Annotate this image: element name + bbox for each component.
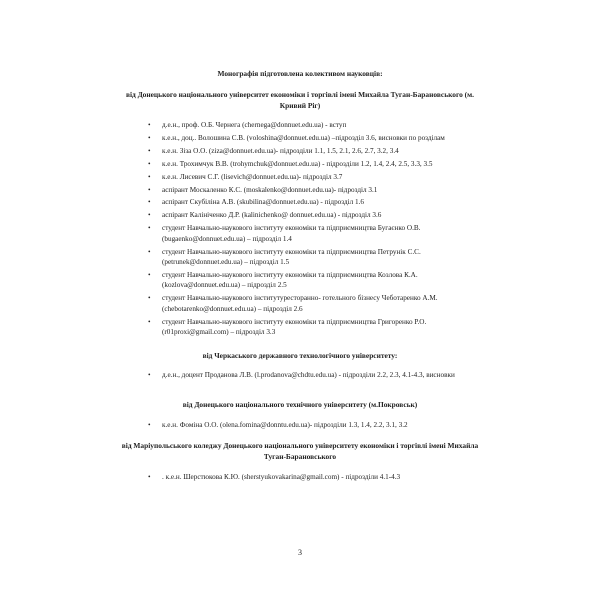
bullet-icon: •	[148, 371, 151, 379]
bullet-icon: •	[148, 473, 151, 481]
list-item: • студент Навчально-наукового інституту економіки та підприємництва Григоренко Р.О. (r01proxi@gmail.com) – підрозділ 3.3	[148, 317, 427, 336]
list-item: • аспірант Москаленко К.С. (moskalenko@donnuet.edu.ua)- підрозділ 3.1	[148, 185, 378, 194]
bullet-icon: •	[148, 317, 151, 326]
list-item: • к.е.н. Лисевич С.Г. (lisevich@donnuet.edu.ua)- підрозділ 3.7	[148, 172, 343, 181]
bullet-icon: •	[148, 294, 151, 303]
bullet-icon: •	[148, 185, 151, 194]
list-item: • к.е.н. Фоміна О.О. (olena.fomina@donntu.edu.ua)- підрозділи 1.3, 1.4, 2.2, 3.1, 3.2	[148, 421, 408, 429]
list-item: • д.е.н., доцент Проданова Л.В. (l.prodanova@chdtu.edu.ua) - підрозділи 2.2, 2.3, 4.1-4.3, висновки	[148, 371, 455, 379]
list-item: • аспірант Скубіліна А.В. (skubilina@donnuet.edu.ua) - підрозділ 1.6	[148, 198, 364, 207]
document-title: Монографія підготовлена колективом науковців:	[217, 69, 383, 78]
page-number: 3	[298, 548, 302, 557]
bullet-icon: •	[148, 211, 151, 220]
section-heading: від Донецького національного університет економіки і торгівлі імені Михайла Туган-Барановського (м. Кривий Ріг)	[125, 90, 475, 110]
list-item: • д.е.н., проф. О.Б. Чернега (chernega@donnuet.edu.ua) - вступ	[148, 121, 347, 129]
bullet-icon: •	[148, 159, 151, 168]
list-item: • студент Навчально-наукового інституту економіки та підприємництва Козлова К.А. (kozlova@donnuet.edu.ua) – підрозділ 2.5	[148, 270, 418, 290]
section-heading: від Донецького національного технічного університету (м.Покровськ)	[182, 400, 418, 409]
bullet-icon: •	[148, 121, 151, 129]
bullet-icon: •	[148, 224, 151, 233]
list-item: • студент Навчально-наукового інститутуресторанно- готельного бізнесу Чеботаренко А.М. (chebotarenko@donnuet.edu.ua) – підрозділ 2.6	[148, 294, 438, 313]
list-item: • к.е.н., доц.. Волошина С.В. (voloshina@donnuet.edu.ua) –підрозділ 3.6, висновки по розділам	[148, 133, 445, 142]
author-list	[148, 472, 468, 485]
list-item: • аспірант Калініченко Д.Р. (kalinichenko@ donnuet.edu.ua) - підрозділ 3.6	[148, 211, 382, 220]
list-item: • . к.е.н. Шерстюкова К.Ю. (sherstyukovakarina@gmail.com) - підрозділи 4.1-4.3	[148, 473, 401, 481]
bullet-icon: •	[148, 421, 151, 429]
section-heading: від Маріупольського коледжу Донецького національного університету економіки і торгівлі імені Михайла Туган-Барановського	[121, 441, 479, 461]
section-heading: від Черкаського державного технологічного університету:	[202, 351, 398, 360]
bullet-icon: •	[148, 172, 151, 181]
bullet-icon: •	[148, 270, 151, 279]
bullet-icon: •	[148, 146, 151, 155]
list-item: • к.е.н. Зіза О.О. (ziza@donnuet.edu.ua)- підрозділи 1.1, 1.5, 2.1, 2.6, 2.7, 3.2, 3.4	[148, 146, 399, 155]
bullet-icon: •	[148, 247, 151, 256]
list-item: • к.е.н. Трохимчук В.В. (trohymchuk@donnuet.edu.ua) - підрозділи 1.2, 1.4, 2.4, 2.5, 3.3, 3.5	[148, 159, 433, 168]
bullet-icon: •	[148, 133, 151, 142]
author-list	[148, 120, 468, 340]
author-list	[148, 370, 468, 383]
list-item: • студент Навчально-наукового інституту економіки та підприємництва Петрунік С.С. (petrunek@donnuet.edu.ua) – підрозділ 1.5	[148, 247, 421, 266]
list-item: • студент Навчально-наукового інституту економіки та підприємництва Бугаєнко О.В. (bugaenko@donnuet.edu.ua) – підрозділ 1.4	[148, 224, 421, 243]
author-list	[148, 420, 468, 433]
bullet-icon: •	[148, 198, 151, 207]
